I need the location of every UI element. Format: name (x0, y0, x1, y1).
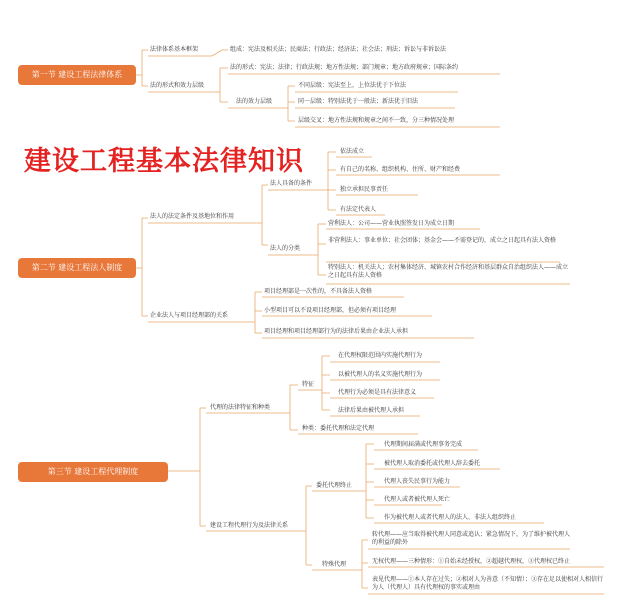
s1-branch-2-leaf-1: 法的形式：宪法；法律；行政法规；地方性法规；部门规章；地方政府规章；国际条约 (230, 64, 459, 71)
section-1-node: 第一节 建设工程法律体系 (18, 65, 136, 85)
s1-branch-2: 法的形式和效力层级 (150, 82, 205, 89)
s2-condition-a: 依法成立 (340, 148, 365, 155)
s2-class-b: 非营利法人：事业单位；社会团体；基金会——不需登记的，成立之日起具有法人资格 (328, 237, 557, 244)
s3-special-c: 表见代理——①本人存在过失；②相对人为善意（不知情）；③存在足以使相对人相信行为人（代理人）具有代理权的事实或理由 (372, 576, 604, 591)
s3-term-a: 代理期间届满或代理事务完成 (384, 441, 463, 448)
s2-branch-1: 法人的法定条件及基地位和作用 (150, 213, 235, 220)
s3-term-e: 作为被代理人或者代理人的法人、非法人组织终止 (384, 514, 517, 521)
s3-term-d: 代理人或者被代理人死亡 (384, 496, 451, 503)
s3-special-a: 转代理——应当取得被代理人同意或追认；紧急情况下，为了维护被代理人的利益的除外 (372, 531, 571, 546)
s3-termination: 委托代理终止 (316, 482, 353, 489)
s3-term-c: 代理人丧失民事行为能力 (384, 478, 451, 485)
s1-branch-1-leaf: 组成：宪法及相关法；民商法；行政法；经济法；社会法；刑法；诉讼与非诉讼法 (230, 46, 447, 53)
s3-feature-b: 以被代理人的名义实施代理行为 (338, 371, 423, 378)
s2-classification: 法人的分类 (270, 245, 301, 252)
s3-branch-2: 建设工程代理行为及法律关系 (210, 522, 289, 529)
s3-types: 种类：委托代理和法定代理 (302, 425, 375, 432)
s1-level-b: 同一层级：特别法优于一般法；新法优于旧法 (298, 98, 419, 105)
section-3-node: 第三节 建设工程代理制度 (18, 462, 168, 482)
section-2-node: 第二节 建设工程法人制度 (18, 258, 136, 278)
s3-special: 特殊代理 (322, 561, 347, 568)
s3-special-b: 无权代理——三种情形：①自始未经授权，②超越代理权，③代理权已终止 (372, 558, 571, 565)
s1-level-c: 层级交叉：地方性法规和规章之间不一致，分三种情况处理 (298, 117, 455, 124)
s2-condition-b: 有自己的名称、组织机构、住所、财产和经费 (340, 166, 461, 173)
s3-feature-c: 代理行为必须是具有法律意义 (338, 389, 417, 396)
main-title: 建设工程基本法律知识 (24, 146, 304, 177)
s2-class-a: 营利法人：公司——营业执照签发日为成立日期 (328, 220, 455, 227)
s1-branch-1: 法律体系基本框架 (150, 46, 199, 53)
s2-condition-c: 独立承担民事责任 (340, 186, 389, 193)
s2-branch-2: 企业法人与项目经理部的关系 (150, 312, 229, 319)
s2-class-c: 特别法人：机关法人；农村集体经济、城镇农村合作经济和基层群众自治组织法人——成立之日起具有法人资格 (328, 264, 569, 279)
s2-conditions: 法人具备的条件 (270, 180, 313, 187)
s3-features: 特征 (302, 381, 315, 388)
s2-condition-d: 有法定代表人 (340, 206, 377, 213)
s2-relation-c: 项目经理和项目经理部行为的法律后果由企业法人承担 (264, 328, 409, 335)
s3-feature-a: 在代理权限范围内实施代理行为 (338, 352, 423, 359)
s3-term-b: 被代理人取消委托或代理人辞去委托 (384, 460, 481, 467)
s3-feature-d: 法律后果由被代理人承担 (338, 407, 405, 414)
s3-branch-1: 代理的法律特征和种类 (210, 404, 271, 411)
s2-relation-b: 小型项目可以不设项目经理部，但必须有项目经理 (264, 307, 397, 314)
s1-level-a: 不同层级：宪法至上，上位法优于下位法 (298, 82, 407, 89)
s2-relation-a: 项目经理部是一次性的，不具备法人资格 (264, 288, 373, 295)
s1-branch-2-leaf-2: 法的效力层级 (236, 98, 273, 105)
